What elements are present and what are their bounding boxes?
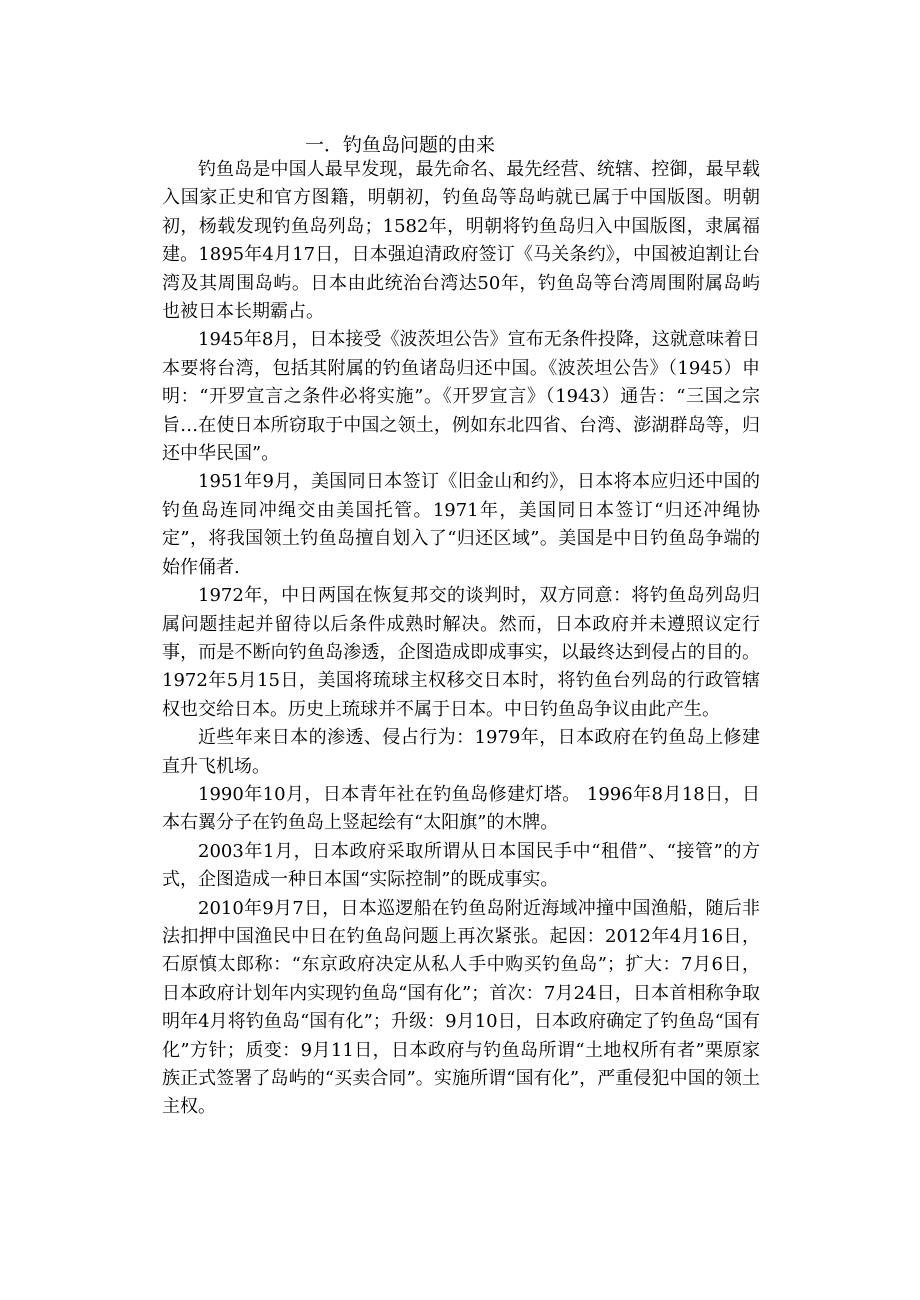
document-body	[162, 156, 760, 1122]
paragraph-2003: 2003年1月，日本政府采取所谓从日本国民手中“租借”、“接管”的方式，企图造成一种日本国“实际控制”的既成事实。	[162, 840, 760, 891]
paragraph-2010: 2010年9月7日，日本巡逻船在钓鱼岛附近海域冲撞中国渔船，随后非法扣押中国渔民中日在钓鱼岛问题上再次紧张。起因：2012年4月16日，石原慎太郎称：“东京政府决定从私人手中购买钓鱼岛”；扩大：7月6日，日本政府计划年内实现钓鱼岛“国有化”；首次：7月24日，日本首相称争取明年4月将钓鱼岛“国有化”；升级：9月10日，日本政府确定了钓鱼岛“国有化”方针；质变：9月11日，日本政府与钓鱼岛所谓“土地权所有者”栗原家族正式签署了岛屿的“买卖合同”。实施所谓“国有化”，严重侵犯中国的领土主权。	[162, 897, 760, 1118]
section-title: 一．钓鱼岛问题的由来	[305, 134, 496, 156]
paragraph-1951: 1951年9月，美国同日本签订《旧金山和约》，日本将本应归还中国的钓鱼岛连同冲绳交由美国托管。1971年，美国同日本签订“归还冲绳协定”，将我国领土钓鱼岛擅自划入了“归还区域”。美国是中日钓鱼岛争端的始作俑者.	[162, 471, 760, 578]
paragraph-1972: 1972年，中日两国在恢复邦交的谈判时，双方同意：将钓鱼岛列岛归属问题挂起并留待以后条件成熟时解决。然而，日本政府并未遵照议定行事，而是不断向钓鱼岛渗透，企图造成即成事实，以最终达到侵占的目的。1972年5月15日，美国将琉球主权移交日本时，将钓鱼台列岛的行政管辖权也交给日本。历史上琉球并不属于日本。中日钓鱼岛争议由此产生。	[162, 585, 760, 720]
paragraph-1990: 1990年10月，日本青年社在钓鱼岛修建灯塔。 1996年8月18日，日本右翼分子在钓鱼岛上竖起绘有“太阳旗”的木牌。	[162, 783, 760, 834]
paragraph-1945: 1945年8月，日本接受《波茨坦公告》宣布无条件投降，这就意味着日本要将台湾，包括其附属的钓鱼诸岛归还中国。《波茨坦公告》（1945）申明：“开罗宣言之条件必将实施”。《开罗宣言》（1943）通告：“三国之宗旨…在使日本所窃取于中国之领土，例如东北四省、台湾、澎湖群岛等，归还中华民国”。	[162, 329, 760, 465]
paragraph-1979: 近些年来日本的渗透、侵占行为：1979年，日本政府在钓鱼岛上修建直升飞机场。	[162, 727, 760, 777]
paragraph-origin: 钓鱼岛是中国人最早发现，最先命名、最先经营、统辖、控御，最早载入国家正史和官方图籍，明朝初，钓鱼岛等岛屿就已属于中国版图。明朝初，杨载发现钓鱼岛列岛；1582年，明朝将钓鱼岛归入中国版图，隶属福建。1895年4月17日，日本强迫清政府签订《马关条约》，中国被迫割让台湾及其周围岛屿。日本由此统治台湾达50年，钓鱼岛等台湾周围附属岛屿也被日本长期霸占。	[162, 159, 760, 323]
